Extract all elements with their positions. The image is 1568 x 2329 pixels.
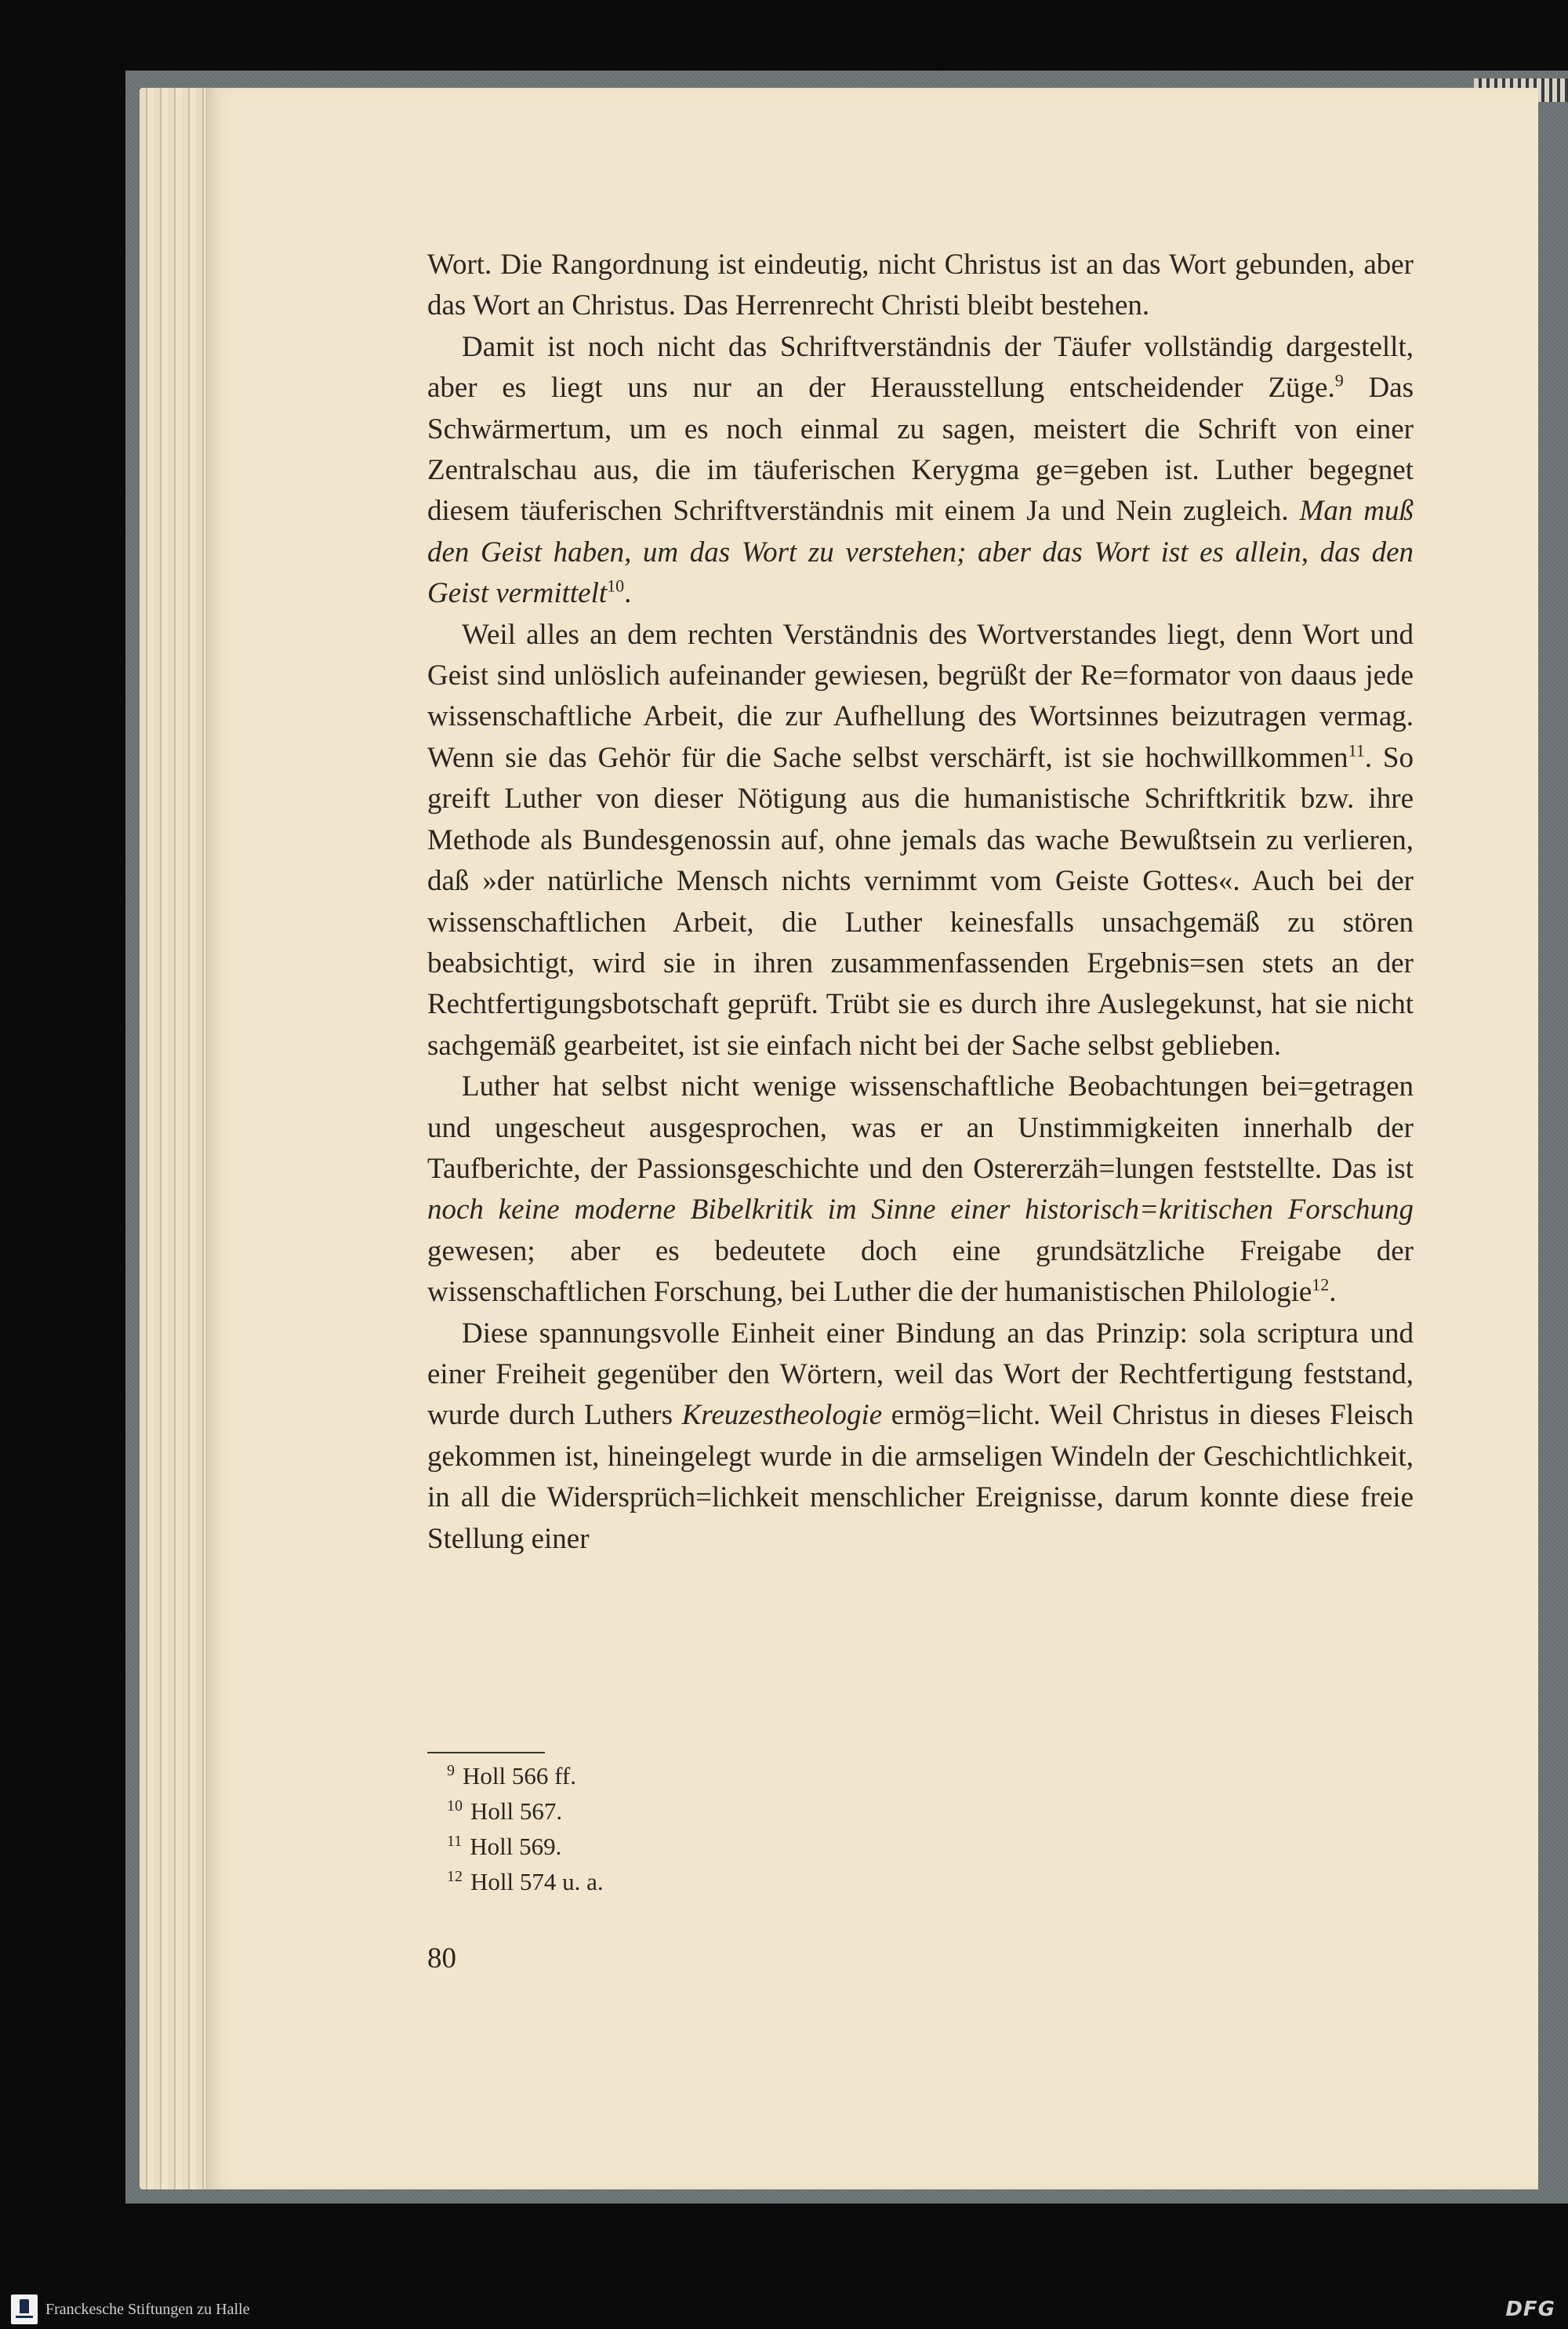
footnote bbox=[447, 1758, 1074, 1793]
footnote-text: Holl 569. bbox=[470, 1833, 562, 1860]
text-run: Wort. Die Rangordnung ist eindeutig, nicht Christus ist an das Wort gebunden, aber das Wort an Christus. Das Herrenrecht Christi bleibt bestehen. bbox=[427, 249, 1414, 322]
paragraph bbox=[427, 245, 1414, 327]
institution-name: Franckesche Stiftungen zu Halle bbox=[45, 2301, 250, 2318]
footnote-number: 11 bbox=[447, 1832, 463, 1850]
italic-text: Man muß den Geist haben, um das Wort zu verstehen; aber das Wort ist es allein, das den Geist vermittelt bbox=[427, 495, 1414, 610]
text-run: Diese spannungsvolle Einheit einer Bindung an das Prinzip: sola scriptura und einer Freiheit gegenüber den Wörtern, weil das Wort der Rechtfertigung feststand, wurde durch Luthers bbox=[427, 1317, 1414, 1432]
footnote-text: Holl 574 u. a. bbox=[470, 1868, 604, 1895]
text-run: Das Schwärmertum, um es noch einmal zu sagen, meistert die Schrift von einer Zentralschau aus, die im täuferischen Kerygma ge=geben ist. Luther begegnet diesem täuferischen Schriftverständnis mit einem Ja und Nein zugleich. bbox=[427, 372, 1414, 528]
text-run: . So greift Luther von dieser Nötigung aus die humanistische Schriftkritik bzw. ihre Methode als Bundesgenossin auf, ohne jemals das wache Bewußtsein zu verlieren, daß »der natürliche Mensch nichts vernimmt vom Geiste Gottes«. Auch bei der wissenschaftlichen Arbeit, die Luther keinesfalls unsachgemäß zu stören beabsichtigt, wird sie in ihren zusammenfassenden Ergebnis=sen stets an der Rechtfertigungsbotschaft geprüft. Trübt sie es durch ihre Auslegekunst, hat sie nicht sachgemäß gearbeitet, ist sie einfach nicht bei der Sache selbst geblieben. bbox=[427, 741, 1414, 1062]
text-run: Weil alles an dem rechten Verständnis des Wortverstandes liegt, denn Wort und Geist sind unlöslich aufeinander gewiesen, begrüßt der Re=formator von daaus jede wissenschaftliche Arbeit, die zur Aufhellung des Wortsinnes beizutragen vermag. Wenn sie das Gehör für die Sache selbst verschärft, ist sie hochwillkommen bbox=[427, 618, 1414, 774]
footnote-rule bbox=[427, 1752, 545, 1753]
footnote-marker: 11 bbox=[1348, 740, 1365, 761]
footnote bbox=[447, 1793, 1074, 1829]
dfg-logo: DFG bbox=[1505, 2298, 1555, 2321]
text-run: Luther hat selbst nicht wenige wissenschaftliche Beobachtungen bei=getragen und ungescheut ausgesprochen, was er an Unstimmigkeiten innerhalb der Taufberichte, der Passionsgeschichte und den Ostererzäh=lungen feststellte. Das ist bbox=[427, 1070, 1414, 1185]
footnote-text: Holl 566 ff. bbox=[463, 1762, 576, 1789]
footnotes bbox=[447, 1758, 1074, 1899]
paragraph bbox=[427, 615, 1414, 1066]
text-run: gewesen; aber es bedeutete doch eine grundsätzliche Freigabe der wissenschaftlichen Forschung, bei Luther die der humanistischen Philologie bbox=[427, 1234, 1414, 1309]
footnote-number: 12 bbox=[447, 1867, 463, 1885]
footnote-text: Holl 567. bbox=[470, 1797, 563, 1825]
footnote-marker: 10 bbox=[607, 576, 625, 596]
italic-text: Kreuzestheologie bbox=[681, 1399, 883, 1432]
text-run: ermög=licht. Weil Christus in dieses Fleisch gekommen ist, hineingelegt wurde in die armseligen Windeln der Geschichtlichkeit, in all die Widersprüch=lichkeit menschlicher Ereignisse, darum konnte diese freie Stellung einer bbox=[427, 1399, 1414, 1555]
paragraph bbox=[427, 1313, 1414, 1560]
page-number: 80 bbox=[427, 1942, 456, 1975]
body-text bbox=[427, 245, 1414, 1560]
text-run: . bbox=[1329, 1276, 1337, 1309]
paragraph bbox=[427, 327, 1414, 615]
institution-logo-icon bbox=[11, 2294, 38, 2324]
page-edges bbox=[140, 88, 210, 2189]
footnote-marker: 9 bbox=[1334, 370, 1344, 391]
footnote-number: 9 bbox=[447, 1761, 455, 1779]
footnote bbox=[447, 1864, 1074, 1899]
text-run: . bbox=[624, 577, 632, 610]
text-run: Damit ist noch nicht das Schriftverständnis der Täufer vollständig dargestellt, aber es liegt uns nur an der Herausstellung entscheidender Züge. bbox=[427, 330, 1414, 405]
viewer-footer-bar bbox=[0, 2290, 1568, 2329]
footnote-marker: 12 bbox=[1312, 1274, 1330, 1295]
italic-text: noch keine moderne Bibelkritik im Sinne einer historisch=kritischen Forschung bbox=[427, 1194, 1414, 1226]
footnote bbox=[447, 1829, 1074, 1864]
paragraph bbox=[427, 1066, 1414, 1313]
footnote-number: 10 bbox=[447, 1797, 463, 1815]
